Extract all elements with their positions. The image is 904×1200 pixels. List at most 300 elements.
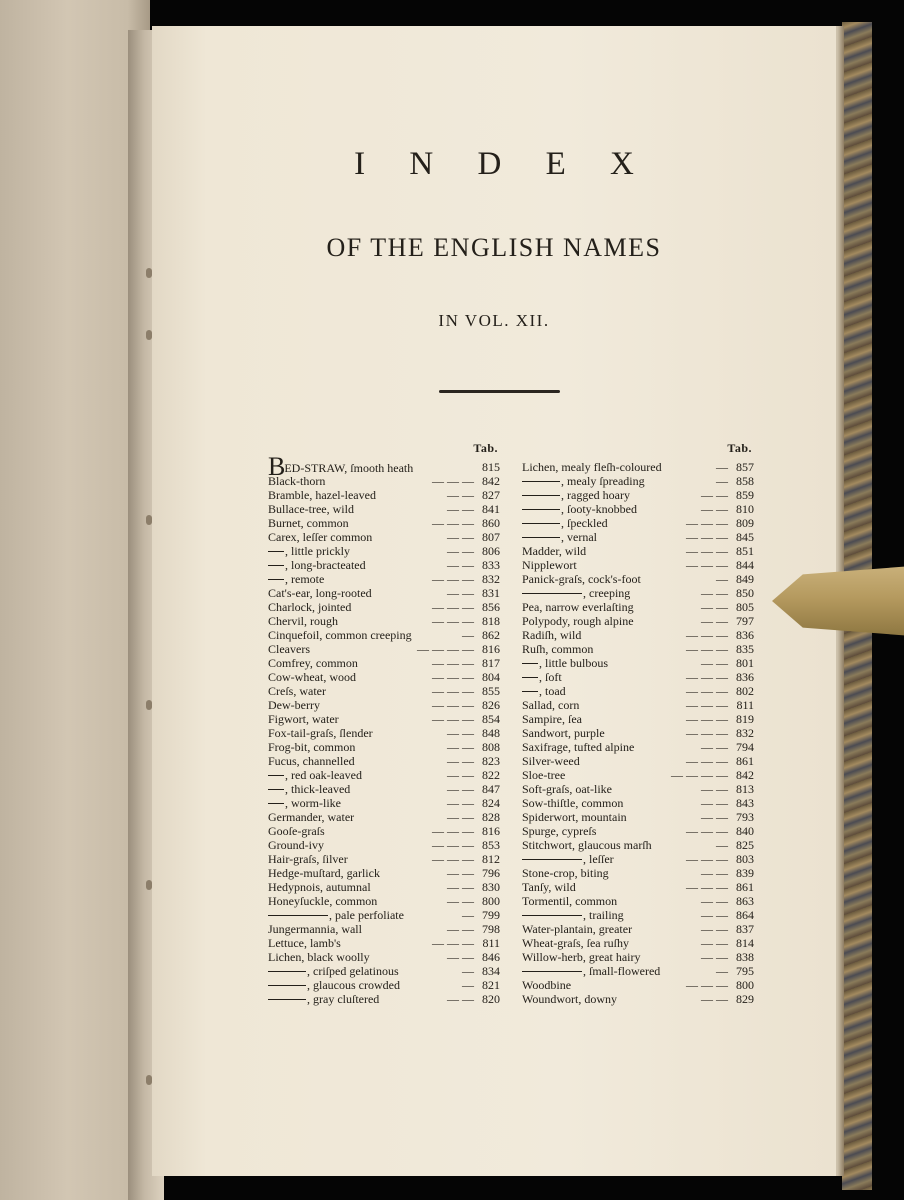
entry-name: [268, 474, 325, 488]
entry-name: [268, 726, 373, 740]
entry-name: [268, 544, 350, 558]
leader-dashes: — —: [447, 488, 474, 502]
tab-header: Tab.: [727, 441, 752, 455]
leader-dashes: —: [716, 964, 728, 978]
entry-name: [268, 768, 362, 782]
entry-text: , ſooty-knobbed: [561, 502, 637, 516]
tab-number: 842: [482, 474, 500, 488]
index-entry: [268, 922, 500, 936]
leader-dashes: — — —: [432, 600, 474, 614]
index-entry: [522, 838, 754, 852]
entry-name: [522, 698, 579, 712]
leader-dashes: — —: [701, 782, 728, 796]
entry-name: [268, 922, 362, 936]
entry-name: [522, 950, 640, 964]
entry-text: Burnet, common: [268, 516, 349, 530]
index-entry: [522, 740, 754, 754]
entry-name: [522, 684, 566, 698]
index-entry: [522, 516, 754, 530]
tab-number: 815: [482, 460, 500, 474]
index-entry: [522, 894, 754, 908]
leader-dashes: —: [716, 838, 728, 852]
entry-text: Cow-wheat, wood: [268, 670, 356, 684]
entry-name: [268, 880, 371, 894]
entry-name: [522, 964, 660, 978]
leader-dashes: —: [462, 628, 474, 642]
index-entry: [268, 880, 500, 894]
index-column-left: [268, 441, 500, 1006]
tab-number: 795: [736, 964, 754, 978]
index-entry: [522, 754, 754, 768]
tab-number: 841: [482, 502, 500, 516]
leader-dashes: — — —: [432, 670, 474, 684]
entry-name: [268, 642, 310, 656]
entry-name: [268, 950, 370, 964]
tab-number: 814: [736, 936, 754, 950]
tab-number: 860: [482, 516, 500, 530]
entry-name: [522, 614, 634, 628]
entry-text: Stitchwort, glaucous marſh: [522, 838, 652, 852]
entry-name: [268, 698, 320, 712]
leader-dashes: — —: [701, 488, 728, 502]
entry-text: Fucus, channelled: [268, 754, 355, 768]
tab-number: 837: [736, 922, 754, 936]
leader-dashes: — — —: [432, 684, 474, 698]
leader-dashes: — —: [447, 502, 474, 516]
leader-dashes: — — —: [686, 712, 728, 726]
leader-dashes: — —: [701, 614, 728, 628]
tab-number: 849: [736, 572, 754, 586]
tab-number: 836: [736, 670, 754, 684]
entry-text: Chervil, rough: [268, 614, 338, 628]
entry-name: [522, 586, 630, 600]
tab-number: 825: [736, 838, 754, 852]
tab-number: 811: [482, 936, 500, 950]
index-entry: [268, 768, 500, 782]
entry-name: [522, 628, 581, 642]
entry-name: [522, 516, 608, 530]
leader-dashes: — —: [447, 922, 474, 936]
entry-list: [268, 444, 500, 1006]
entry-name: [268, 488, 376, 502]
tab-number: 851: [736, 544, 754, 558]
entry-text: , mealy ſpreading: [561, 474, 645, 488]
entry-name: [268, 558, 366, 572]
index-entry: [268, 530, 500, 544]
entry-text: Bramble, hazel-leaved: [268, 488, 376, 502]
entry-text: , glaucous crowded: [307, 978, 400, 992]
entry-text: Gooſe-graſs: [268, 824, 325, 838]
entry-name: [268, 810, 354, 824]
index-entry: [522, 964, 754, 978]
entry-name: [268, 600, 351, 614]
index-entry: [522, 642, 754, 656]
index-entry: [522, 810, 754, 824]
index-entry: [268, 992, 500, 1006]
leader-dashes: — — —: [686, 978, 728, 992]
entry-text: Tanſy, wild: [522, 880, 576, 894]
tab-number: 834: [482, 964, 500, 978]
tab-number: 854: [482, 712, 500, 726]
tab-number: 832: [736, 726, 754, 740]
tab-number: 833: [482, 558, 500, 572]
tab-number: 816: [482, 824, 500, 838]
entry-name: [522, 460, 662, 474]
entry-text: , gray cluſtered: [307, 992, 380, 1006]
entry-text: Lettuce, lamb's: [268, 936, 341, 950]
index-entry: [268, 684, 500, 698]
tab-number: 807: [482, 530, 500, 544]
entry-text: , thick-leaved: [285, 782, 351, 796]
index-entry: [268, 642, 500, 656]
tab-number: 861: [736, 880, 754, 894]
entry-text: , ſpeckled: [561, 516, 608, 530]
entry-text: , red oak-leaved: [285, 768, 362, 782]
leader-dashes: — — —: [432, 936, 474, 950]
index-entry: [522, 726, 754, 740]
leader-dashes: — —: [447, 558, 474, 572]
entry-name: [522, 488, 630, 502]
entry-name: [522, 838, 652, 852]
leader-dashes: — —: [701, 740, 728, 754]
index-entry: [268, 544, 500, 558]
tab-number: 844: [736, 558, 754, 572]
page-subtitle: OF THE ENGLISH NAMES: [326, 233, 662, 262]
index-entry: [268, 558, 500, 572]
index-entry: [522, 866, 754, 880]
ditto-dash: [268, 775, 284, 776]
tab-number: 820: [482, 992, 500, 1006]
tab-number: 864: [736, 908, 754, 922]
entry-text: Sampire, ſea: [522, 712, 582, 726]
entry-name: [268, 866, 380, 880]
leader-dashes: — —: [701, 992, 728, 1006]
entry-text: , ſoft: [539, 670, 562, 684]
tab-number: 842: [736, 768, 754, 782]
title-rule: [439, 390, 560, 393]
entry-name: [268, 936, 341, 950]
entry-text: Cleavers: [268, 642, 310, 656]
leader-dashes: — —: [447, 880, 474, 894]
entry-text: , leſſer: [583, 852, 614, 866]
entry-text: Sow-thiſtle, common: [522, 796, 624, 810]
leader-dashes: — —: [447, 992, 474, 1006]
leader-dashes: — — —: [686, 516, 728, 530]
entry-name: [522, 474, 645, 488]
tab-number: 856: [482, 600, 500, 614]
tab-number: 826: [482, 698, 500, 712]
index-entry: [268, 488, 500, 502]
entry-text: Silver-weed: [522, 754, 580, 768]
entry-text: Tormentil, common: [522, 894, 618, 908]
entry-name: [522, 782, 612, 796]
entry-name: [522, 894, 617, 908]
leader-dashes: —: [716, 572, 728, 586]
entry-name: [268, 586, 372, 600]
index-column-right: [522, 441, 754, 1006]
leader-dashes: — —: [701, 936, 728, 950]
entry-text: , toad: [539, 684, 566, 698]
leader-dashes: — — —: [432, 572, 474, 586]
index-entry: [522, 852, 754, 866]
tab-number: 802: [736, 684, 754, 698]
page-title: I N D E X: [354, 146, 652, 182]
index-entry: [268, 796, 500, 810]
tab-number: 794: [736, 740, 754, 754]
entry-text: Nipplewort: [522, 558, 577, 572]
entry-name: [268, 992, 379, 1006]
leader-dashes: — — —: [686, 698, 728, 712]
entry-text: , pale perfoliate: [329, 908, 404, 922]
index-entry: [522, 684, 754, 698]
tab-number: 796: [482, 866, 500, 880]
entry-text: Soft-graſs, oat-like: [522, 782, 612, 796]
leader-dashes: — — —: [686, 628, 728, 642]
entry-name: [268, 754, 355, 768]
index-entry: [522, 586, 754, 600]
index-entry: [268, 894, 500, 908]
index-entry: [268, 950, 500, 964]
tab-number: 847: [482, 782, 500, 796]
ditto-dash: [522, 537, 560, 538]
ditto-dash: [268, 971, 306, 972]
index-entry: [268, 936, 500, 950]
entry-name: [268, 740, 355, 754]
entry-text: Spurge, cypreſs: [522, 824, 597, 838]
tab-number: 828: [482, 810, 500, 824]
leader-dashes: — —: [447, 586, 474, 600]
entry-name: [522, 572, 641, 586]
tab-number: 838: [736, 950, 754, 964]
tab-number: 855: [482, 684, 500, 698]
entry-text: Wheat-graſs, ſea ruſhy: [522, 936, 629, 950]
ditto-dash: [522, 691, 538, 692]
entry-name: [268, 614, 338, 628]
ditto-dash: [268, 565, 284, 566]
tab-number: 809: [736, 516, 754, 530]
entry-name: [268, 852, 348, 866]
ditto-dash: [522, 915, 582, 916]
leader-dashes: — —: [447, 768, 474, 782]
index-entry: [522, 502, 754, 516]
entry-text: Creſs, water: [268, 684, 326, 698]
entry-name: [522, 670, 562, 684]
entry-text: , remote: [285, 572, 325, 586]
entry-text: Madder, wild: [522, 544, 587, 558]
index-entry: [522, 712, 754, 726]
leader-dashes: — —: [447, 950, 474, 964]
leader-dashes: —: [462, 908, 474, 922]
entry-text: Carex, leſſer common: [268, 530, 373, 544]
index-entry: [268, 866, 500, 880]
tab-number: 813: [736, 782, 754, 796]
entry-text: Hedypnois, autumnal: [268, 880, 371, 894]
tab-number: 812: [482, 852, 500, 866]
ditto-dash: [522, 971, 582, 972]
entry-text: , worm-like: [285, 796, 341, 810]
index-entry: [268, 698, 500, 712]
index-entry: [268, 838, 500, 852]
entry-name: [522, 880, 576, 894]
leader-dashes: — —: [447, 740, 474, 754]
entry-name: [522, 530, 597, 544]
entry-name: [268, 824, 325, 838]
entry-name: [268, 572, 324, 586]
index-entry: [268, 614, 500, 628]
index-entry: [522, 922, 754, 936]
entry-name: [268, 894, 377, 908]
entry-name: [522, 852, 614, 866]
tab-number: 863: [736, 894, 754, 908]
index-entry: [268, 572, 500, 586]
entry-name: [522, 502, 637, 516]
leader-dashes: — — —: [432, 656, 474, 670]
entry-text: , creeping: [583, 586, 631, 600]
entry-text: Hedge-muſtard, garlick: [268, 866, 380, 880]
entry-text: Water-plantain, greater: [522, 922, 633, 936]
index-entry: [268, 656, 500, 670]
entry-name: [522, 810, 627, 824]
ditto-dash: [268, 579, 284, 580]
leader-dashes: — —: [447, 894, 474, 908]
leader-dashes: — — —: [686, 684, 728, 698]
entry-text: Cat's-ear, long-rooted: [268, 586, 372, 600]
entry-text: Radiſh, wild: [522, 628, 582, 642]
index-entry: [522, 558, 754, 572]
entry-name: [522, 740, 634, 754]
ditto-dash: [268, 789, 284, 790]
entry-text: Jungermannia, wall: [268, 922, 362, 936]
ditto-dash: [522, 523, 560, 524]
tab-number: 817: [482, 656, 500, 670]
entry-text: , criſped gelatinous: [307, 964, 399, 978]
entry-text: Comfrey, common: [268, 656, 358, 670]
index-entry: [268, 474, 500, 488]
entry-name: [268, 838, 324, 852]
tab-number: 800: [736, 978, 754, 992]
leader-dashes: —: [716, 460, 728, 474]
tab-header: Tab.: [473, 441, 498, 455]
leader-dashes: — — —: [686, 754, 728, 768]
tab-number: 830: [482, 880, 500, 894]
ditto-dash: [268, 551, 284, 552]
tab-number: 806: [482, 544, 500, 558]
leader-dashes: — —: [447, 754, 474, 768]
tab-number: 808: [482, 740, 500, 754]
entry-text: Stone-crop, biting: [522, 866, 609, 880]
index-entry: [268, 628, 500, 642]
entry-text: Sallad, corn: [522, 698, 580, 712]
entry-name: [522, 642, 593, 656]
leader-dashes: — —: [701, 810, 728, 824]
tab-number: 836: [736, 628, 754, 642]
leader-dashes: — —: [701, 894, 728, 908]
leader-dashes: — — —: [432, 516, 474, 530]
tab-number: 811: [736, 698, 754, 712]
entry-name: [268, 908, 404, 922]
ditto-dash: [522, 663, 538, 664]
leader-dashes: — — —: [432, 698, 474, 712]
index-entry: [268, 600, 500, 614]
ditto-dash: [522, 481, 560, 482]
tab-number: 803: [736, 852, 754, 866]
leader-dashes: — — —: [686, 558, 728, 572]
entry-text: Frog-bit, common: [268, 740, 356, 754]
leader-dashes: — —: [447, 726, 474, 740]
entry-text: , little prickly: [285, 544, 350, 558]
leader-dashes: — —: [701, 656, 728, 670]
index-entry: [522, 992, 754, 1006]
tab-number: 835: [736, 642, 754, 656]
entry-text: Lichen, mealy fleſh-coloured: [522, 460, 662, 474]
tab-number: 857: [736, 460, 754, 474]
entry-name: [268, 502, 354, 516]
index-entry: [268, 670, 500, 684]
ditto-dash: [268, 915, 328, 916]
entry-name: [522, 656, 608, 670]
tab-number: 831: [482, 586, 500, 600]
tab-number: 850: [736, 586, 754, 600]
ditto-dash: [268, 985, 306, 986]
leader-dashes: — —: [701, 586, 728, 600]
entry-name: [268, 628, 412, 642]
leader-dashes: — — —: [686, 852, 728, 866]
index-entry: [522, 978, 754, 992]
leader-dashes: — — —: [686, 726, 728, 740]
entry-name: [522, 908, 624, 922]
entry-text: Panick-graſs, cock's-foot: [522, 572, 641, 586]
entry-name: [268, 796, 341, 810]
entry-text: Polypody, rough alpine: [522, 614, 634, 628]
tab-number: 818: [482, 614, 500, 628]
tab-number: 853: [482, 838, 500, 852]
index-entry: [268, 908, 500, 922]
volume-label: IN VOL. XII.: [438, 311, 550, 330]
entry-name: [268, 782, 350, 796]
leader-dashes: — — —: [432, 824, 474, 838]
index-entry: [522, 796, 754, 810]
tab-number: 859: [736, 488, 754, 502]
index-entry: [268, 516, 500, 530]
entry-name: [268, 978, 400, 992]
leader-dashes: — — —: [432, 712, 474, 726]
entry-text: Hair-graſs, ſilver: [268, 852, 348, 866]
entry-text: Pea, narrow everlaſting: [522, 600, 634, 614]
leader-dashes: — —: [447, 530, 474, 544]
ditto-dash: [522, 677, 538, 678]
index-entry: [522, 824, 754, 838]
entry-text: Spiderwort, mountain: [522, 810, 627, 824]
tab-number: 822: [482, 768, 500, 782]
entry-name: [268, 712, 339, 726]
entry-text: Lichen, black woolly: [268, 950, 370, 964]
leader-dashes: — — —: [432, 474, 474, 488]
entry-text: Fox-tail-graſs, ſlender: [268, 726, 373, 740]
entry-name: [522, 978, 571, 992]
entry-name: [522, 754, 580, 768]
entry-name: [268, 964, 399, 978]
entry-name: [522, 922, 632, 936]
leader-dashes: — —: [701, 950, 728, 964]
ditto-dash: [522, 859, 582, 860]
entry-text: Woodbine: [522, 978, 572, 992]
leader-dashes: — —: [701, 908, 728, 922]
leader-dashes: — —: [701, 922, 728, 936]
index-entry: [268, 810, 500, 824]
tab-number: 845: [736, 530, 754, 544]
ditto-dash: [268, 803, 284, 804]
tab-number: 805: [736, 600, 754, 614]
